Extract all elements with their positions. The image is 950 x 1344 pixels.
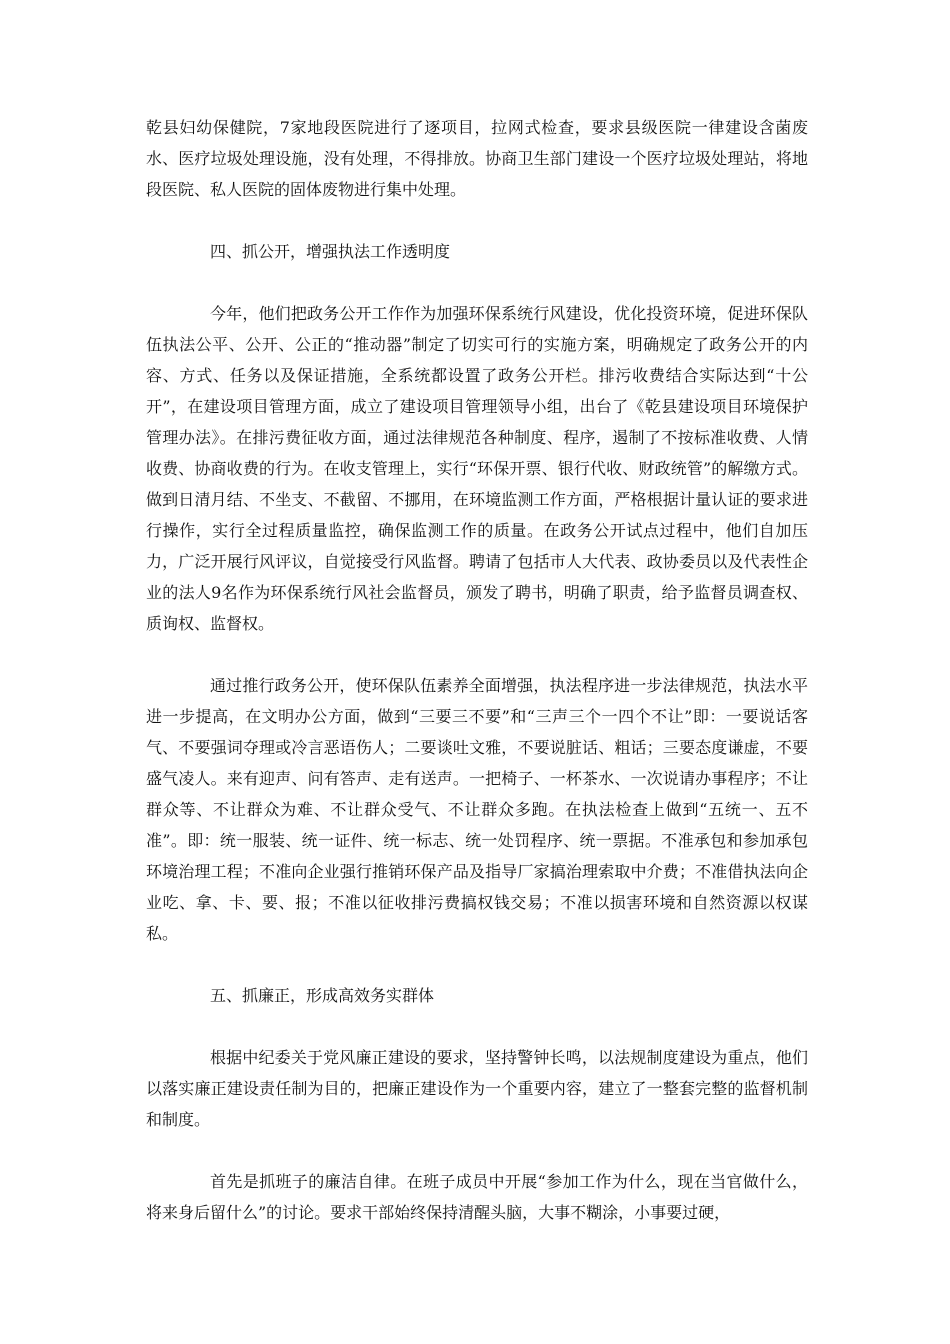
section-heading-4: 四、抓公开，增强执法工作透明度 [210,242,451,261]
section-heading-5: 五、抓廉正，形成高效务实群体 [210,986,435,1005]
paragraph-integrity: 根据中纪委关于党风廉正建设的要求，坚持警钟长鸣，以法规制度建设为重点，他们以落实廉正建设责任制为目的，把廉正建设作为一个重要内容，建立了一整套完整的监督机制和制度。 [146,1048,808,1129]
document-body [146,112,808,1259]
paragraph-leadership: 首先是抓班子的廉洁自律。在班子成员中开展“参加工作为什么，现在当官做什么，将来身后留什么”的讨论。要求干部始终保持清醒头脑，大事不糊涂，小事要过硬， [146,1172,808,1222]
paragraph-transparency: 今年，他们把政务公开工作作为加强环保系统行风建设，优化投资环境，促进环保队伍执法公平、公开、公正的“推动器”制定了切实可行的实施方案，明确规定了政务公开的内容、方式、任务以及保证措施，全系统都设置了政务公开栏。排污收费结合实际达到“十公开”，在建设项目管理方面，成立了建设项目管理领导小组，出台了《乾县建设项目环境保护管理办法》。在排污费征收方面，通过法律规范各种制度、程序，遏制了不按标准收费、人情收费、协商收费的行为。在收支管理上，实行“环保开票、银行代收、财政统管”的解缴方式。做到日清月结、不坐支、不截留、不挪用，在环境监测工作方面，严格根据计量认证的要求进行操作，实行全过程质量监控，确保监测工作的质量。在政务公开试点过程中，他们自加压力，广泛开展行风评议，自觉接受行风监督。聘请了包括市人大代表、政协委员以及代表性企业的法人9名作为环保系统行风社会监督员，颁发了聘书，明确了职责，给予监督员调查权、质询权、监督权。 [146,304,808,633]
paragraph-continuation: 乾县妇幼保健院，7家地段医院进行了逐项目，拉网式检查，要求县级医院一律建设含菌废水、医疗垃圾处理设施，没有处理，不得排放。协商卫生部门建设一个医疗垃圾处理站，将地段医院、私人医院的固体废物进行集中处理。 [146,118,808,199]
paragraph-civil-office: 通过推行政务公开，使环保队伍素养全面增强，执法程序进一步法律规范，执法水平进一步提高，在文明办公方面，做到“三要三不要”和“三声三个一四个不让”即：一要说话客气、不要强词夺理或冷言恶语伤人；二要谈吐文雅，不要说脏话、粗话；三要态度谦虚，不要盛气凌人。来有迎声、问有答声、走有送声。一把椅子、一杯茶水、一次说请办事程序；不让群众等、不让群众为难、不让群众受气、不让群众多跑。在执法检查上做到“五统一、五不准”。即：统一服装、统一证件、统一标志、统一处罚程序、统一票据。不准承包和参加承包环境治理工程；不准向企业强行推销环保产品及指导厂家搞治理索取中介费；不准借执法向企业吃、拿、卡、要、报；不准以征收排污费搞权钱交易；不准以损害环境和自然资源以权谋私。 [146,676,808,943]
